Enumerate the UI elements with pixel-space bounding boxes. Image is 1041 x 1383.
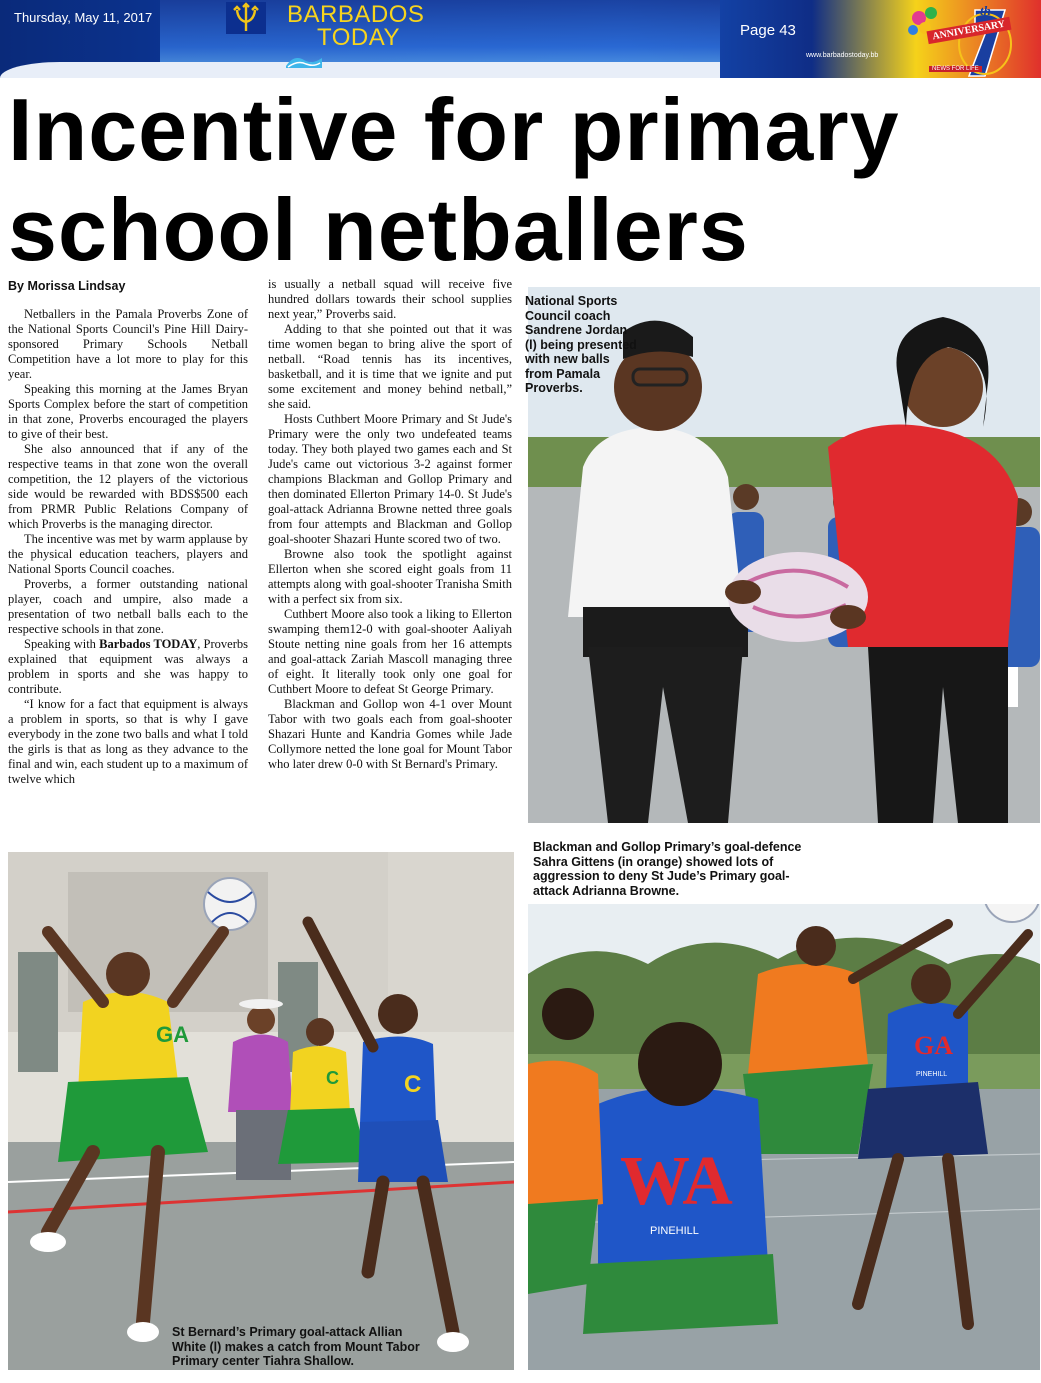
anniversary-ribbon: ANNIVERSARY bbox=[927, 17, 1012, 44]
bib-brand-label: PINEHILL bbox=[916, 1071, 948, 1078]
issue-date: Thursday, May 11, 2017 bbox=[14, 10, 153, 25]
photo-defence-illustration bbox=[528, 904, 1040, 1370]
paragraph: The incentive was met by warm applause by the physical education teachers, players and National Sports Council coaches. bbox=[8, 532, 248, 576]
masthead-banner bbox=[0, 0, 1041, 78]
article-headline: Incentive for primary school netballers bbox=[8, 80, 900, 279]
paragraph: She also announced that if any of the respective teams in that zone won the overall competition, the 12 players of the victorious side would be rewarded with BDS$500 each from PRMR Public Relations Company of which Proverbs is the managing director. bbox=[8, 442, 248, 531]
paragraph: Adding to that she pointed out that it was time women began to bring alive the sport of netball. “Road tennis has its incentives, basketball, and it is time that we ignite and put some excitement and money behind netball,” she said. bbox=[268, 322, 512, 411]
masthead-title-line1: BARBADOS bbox=[287, 1, 425, 28]
anniversary-th: th bbox=[980, 3, 991, 18]
paragraph bbox=[8, 637, 248, 697]
text-run: , Proverbs explained that equipment was always a problem in sports and she was happy to contribute. bbox=[8, 637, 248, 696]
publication-name: Barbados TODAY bbox=[99, 637, 198, 651]
bib-c-label: C bbox=[326, 1068, 339, 1088]
paragraph: Blackman and Gollop won 4-1 over Mount Tabor with two goals each from goal-shooter Shazari Hunte and Kandria Gomes while Jade Collymore netted the lone goal for Mount Tabor who later drew 0-0 with St Bernard's Primary. bbox=[268, 697, 512, 771]
wave-logo-icon bbox=[284, 52, 324, 70]
paragraph: Browne also took the spotlight against Ellerton when she scored eight goals from 11 attempts along with goal-shooter Tranisha Smith with a perfect six from six. bbox=[268, 547, 512, 606]
bib-ga-label: GA bbox=[914, 1031, 953, 1060]
bib-wa-label: WA bbox=[620, 1143, 733, 1220]
caption-ball-presentation: National Sports Council coach Sandrene Jordan (l) being presented with new balls from Pamala Proverbs. bbox=[525, 294, 637, 395]
bib-c-label: C bbox=[404, 1071, 422, 1098]
paragraph: Netballers in the Pamala Proverbs Zone of the National Sports Council's Pine Hill Dairy-sponsored Primary Schools Netball Competition have a lot more to play for this year. bbox=[8, 307, 248, 381]
article-column-1 bbox=[8, 307, 248, 787]
paragraph: Cuthbert Moore also took a liking to Ellerton swamping them12-0 with goal-shooter Aaliyah Stoute netting nine goals from her 16 attempts and goal-attack Zariah Mascoll managing three of eight. It literally took only one goal for Cuthbert Moore to defeat St George Primary. bbox=[268, 607, 512, 696]
paragraph: Speaking this morning at the James Bryan Sports Complex before the start of competition in that zone, Proverbs encouraged the players to give of their best. bbox=[8, 382, 248, 441]
banner-bottom-strip bbox=[0, 62, 720, 78]
page-number: Page 43 bbox=[740, 22, 796, 39]
photo-catch-illustration bbox=[8, 852, 514, 1370]
masthead-title-line2: TODAY bbox=[317, 24, 400, 51]
article-column-2 bbox=[268, 277, 512, 772]
bib-ga-label: GA bbox=[156, 1022, 189, 1047]
site-url: www.barbadostoday.bb bbox=[806, 52, 879, 59]
bib-brand-label: PINEHILL bbox=[650, 1225, 699, 1237]
article-byline: By Morissa Lindsay bbox=[8, 279, 126, 293]
paragraph: Proverbs, a former outstanding national player, coach and umpire, also made a presentation of two netball balls each to the respective schools in that zone. bbox=[8, 577, 248, 636]
barbados-trident-icon bbox=[226, 2, 266, 34]
photo-goal-defence bbox=[528, 904, 1040, 1370]
paragraph-continued: is usually a netball squad will receive five hundred dollars towards their school supplies next year,” Proverbs said. bbox=[268, 277, 512, 321]
anniversary-news-tag: NEWS FOR LIFE bbox=[929, 66, 982, 72]
caption-st-bernards-catch: St Bernard’s Primary goal-attack Allian White (l) makes a catch from Mount Tabor Primary center Tiahra Shallow. bbox=[172, 1325, 420, 1368]
text-run: Speaking with bbox=[24, 637, 100, 651]
photo-st-bernards-catch bbox=[8, 852, 514, 1370]
caption-goal-defence: Blackman and Gollop Primary’s goal-defence Sahra Gittens (in orange) showed lots of aggression to deny St Jude’s Primary goal-attack Adrianna Browne. bbox=[533, 840, 802, 898]
paragraph: Hosts Cuthbert Moore Primary and St Jude's Primary were the only two undefeated teams today. They both played two games each and St Jude's came out victorious 3-2 against former champions Blackman and Gollop Primary and then dominated Ellerton Primary 14-0. St Jude's goal-attack Adrianna Browne netted three goals from four attempts and Blackman and Gollop goal-shooter Shazari Hunte scored two of two. bbox=[268, 412, 512, 546]
paragraph: “I know for a fact that equipment is always a problem in sports, so that is why I gave everybody in the zone two balls and what I told the girls is that as long as they advance to the final and win, each student up to a maximum of twelve which bbox=[8, 697, 248, 786]
